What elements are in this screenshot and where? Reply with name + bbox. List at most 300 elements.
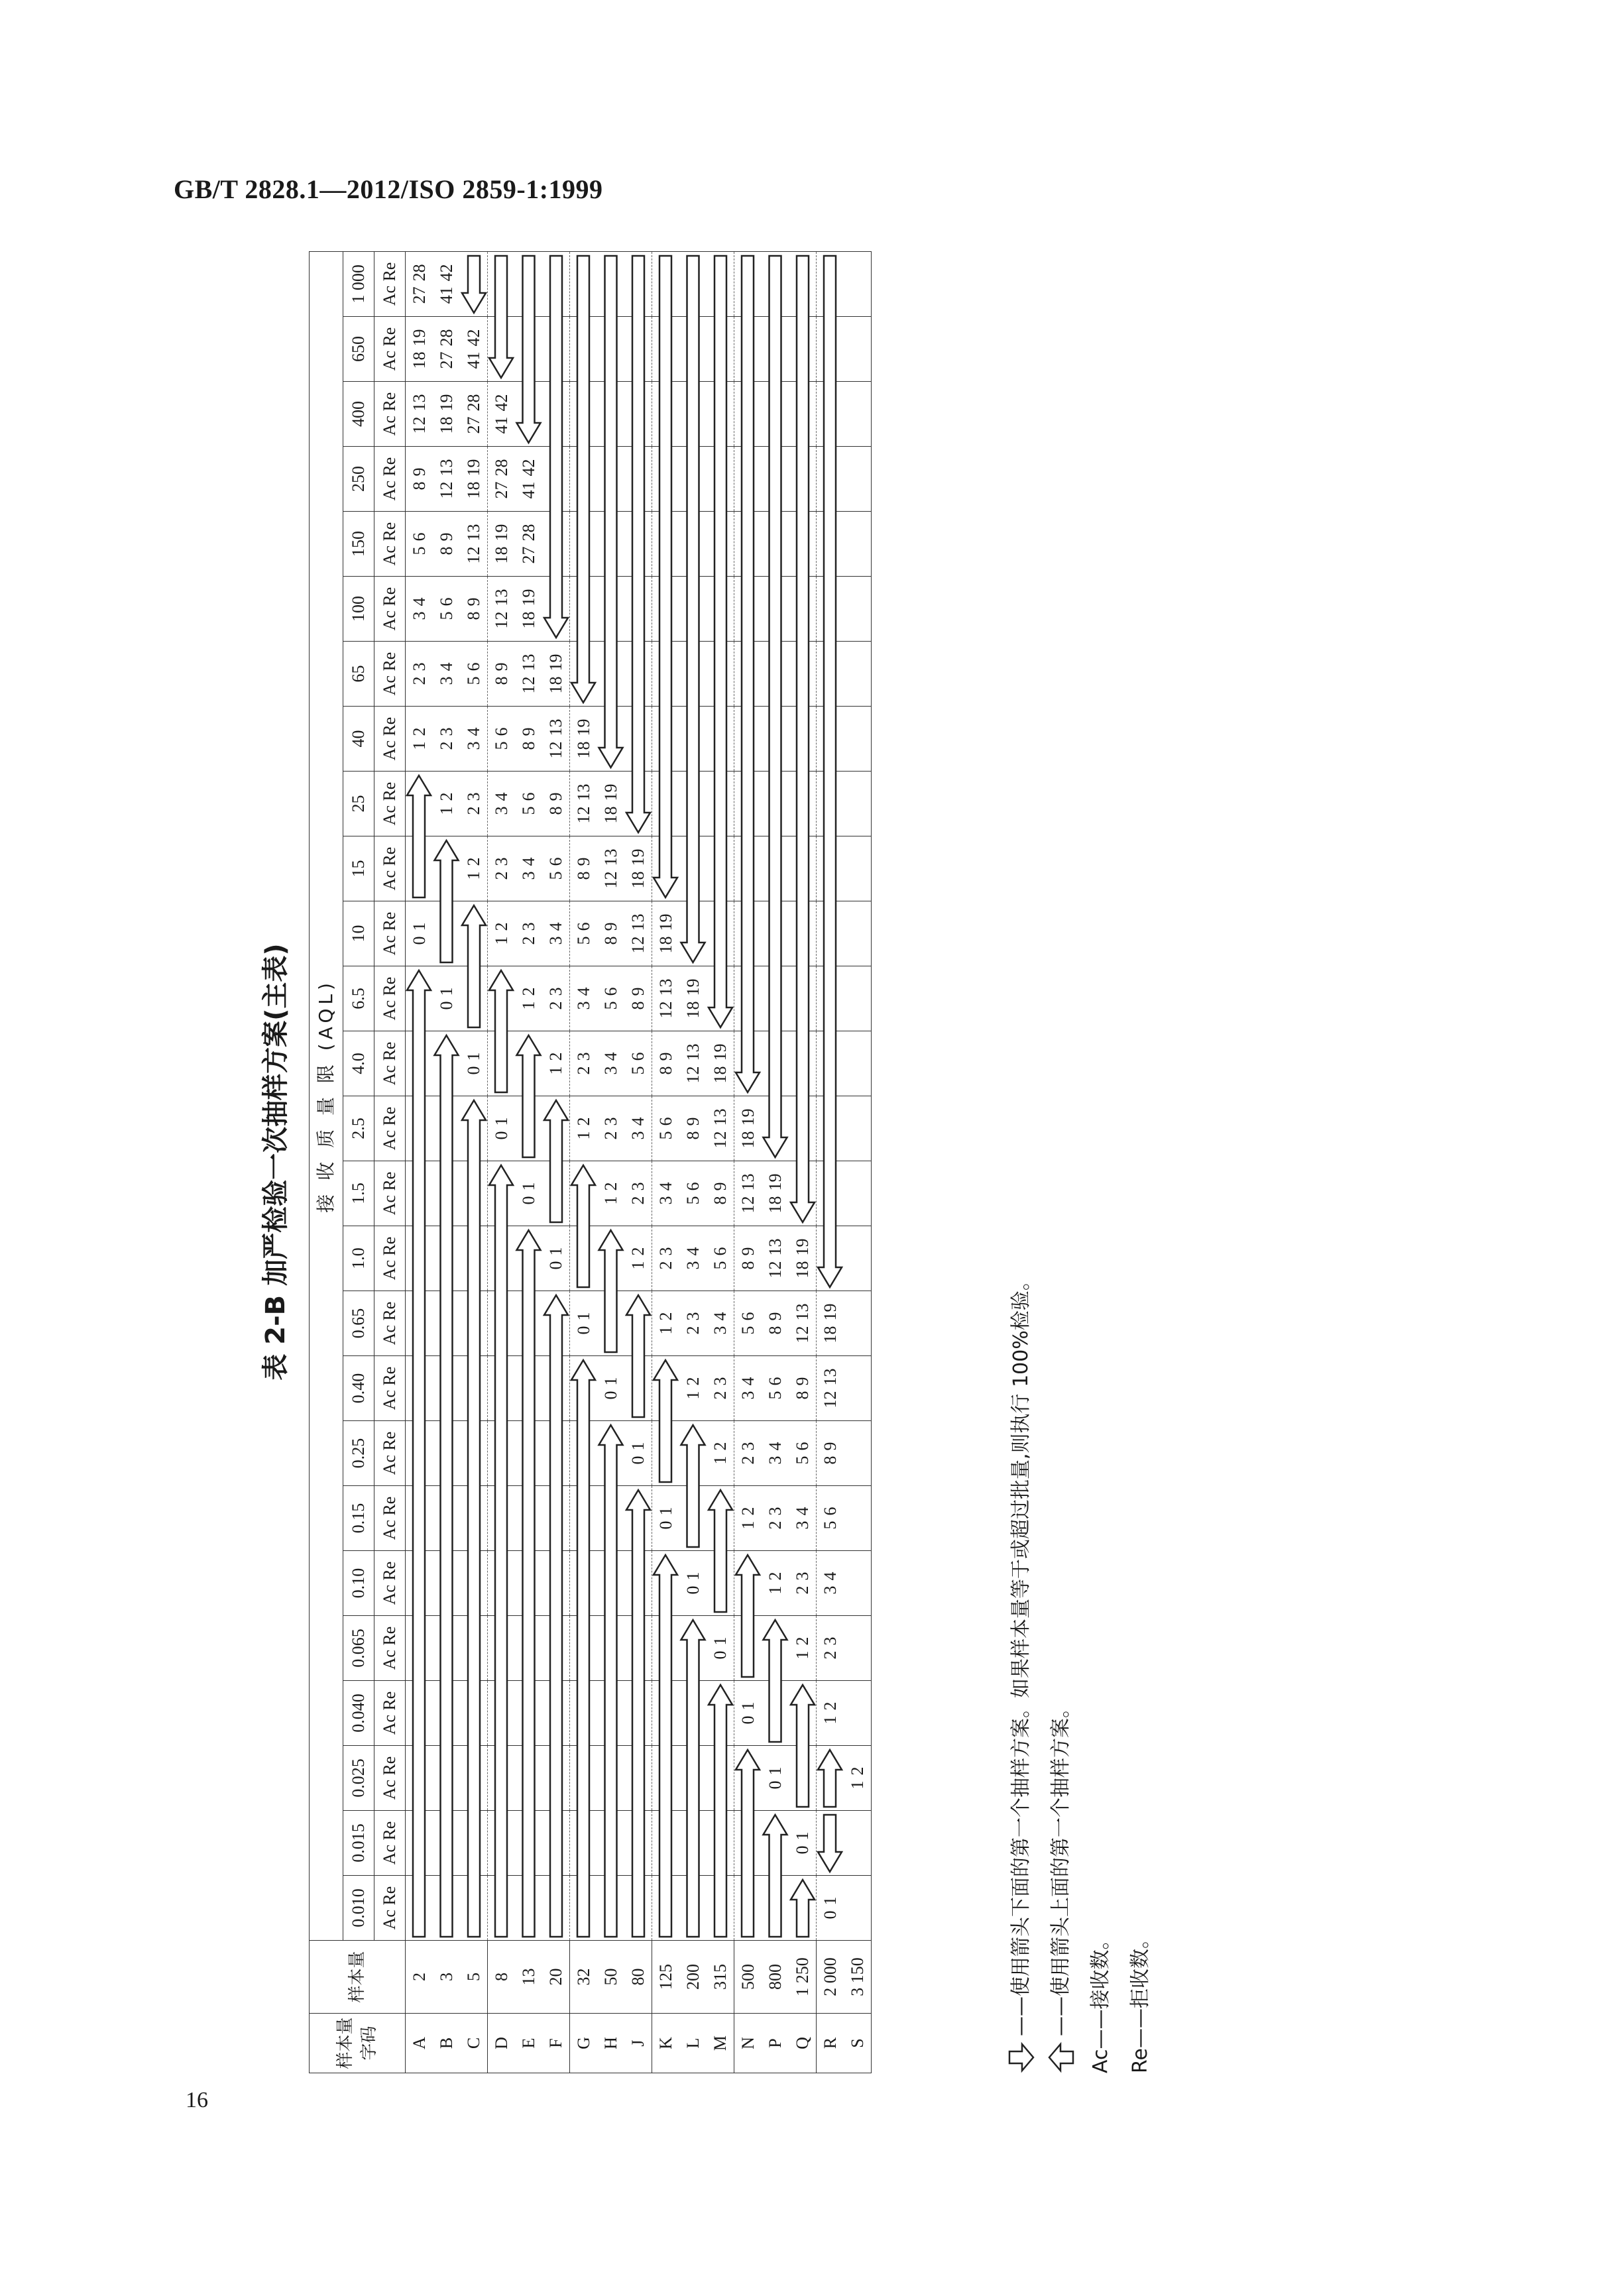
ac-re-cell [542,1226,570,1291]
ac-value: 1 [848,1780,867,1790]
arrow-span-cell [433,1161,460,1226]
re-value: 3 [738,1442,758,1451]
arrow-span-cell [515,1746,542,1811]
arrow-span-cell [762,1876,789,1941]
ac-value: 12 [738,1196,758,1214]
arrow-span-cell [515,1551,542,1616]
arrow-span-cell [597,512,624,577]
ac-value: 0 [656,1521,675,1530]
empty-cell [844,1811,872,1876]
ac-value: 5 [656,1131,675,1140]
aql-level-15: 10 [343,901,374,966]
arrow-span-cell [707,836,734,901]
arrow-span-cell [542,1421,570,1486]
arrow-span-cell [570,1876,598,1941]
arrow-span-cell [597,707,624,772]
arrow-span-cell [488,1421,516,1486]
re-value: 2 [519,987,538,996]
ac-re-cell [488,512,516,577]
arrow-span-cell [460,1746,488,1811]
arrow-span-cell [679,642,707,707]
legend-text: Ac——接收数。 [1089,1929,1112,2073]
arrow-span-cell [734,577,762,642]
down-arrow-icon [1007,2041,1035,2073]
arrow-span-cell [597,1486,624,1551]
arrow-span-cell [515,1226,542,1291]
aql-level-25: 1 000 [343,251,374,316]
arrow-span-cell [679,1811,707,1876]
empty-cell [844,772,872,836]
arrow-span-cell [597,447,624,512]
sample-size-header: 样本量 [310,1941,406,2014]
arrow-span-cell [734,642,762,707]
ac-re-label: Ac Re [374,1746,406,1811]
ac-re-label: Ac Re [374,707,406,772]
ac-re-cell [707,1421,734,1486]
ac-re-cell [734,1161,762,1226]
ac-value: 2 [711,1391,730,1400]
arrow-span-cell [652,1421,680,1486]
re-value: 19 [464,459,483,477]
ac-re-cell [460,577,488,642]
ac-re-cell [488,772,516,836]
ac-value: 2 [546,1001,565,1010]
arrow-span-cell [707,1681,734,1746]
aql-level-9: 0.65 [343,1291,374,1356]
ac-value: 0 [546,1261,565,1270]
ac-re-cell [433,447,460,512]
re-value: 3 [601,1117,620,1126]
arrow-span-cell [570,512,598,577]
ac-value: 0 [738,1715,758,1725]
sample-code-cell: B [433,2014,460,2073]
ac-value: 3 [628,1131,648,1140]
aql-level-14: 6.5 [343,966,374,1031]
ac-value: 12 [711,1131,730,1149]
arrow-span-cell [707,707,734,772]
arrow-span-cell [652,447,680,512]
arrow-span-cell [406,1031,433,1096]
arrow-span-cell [817,642,844,707]
ac-re-cell [707,1616,734,1681]
ac-value: 12 [519,676,538,694]
table-row [570,251,598,2073]
arrow-span-cell [707,1486,734,1551]
ac-re-cell [406,317,433,382]
sample-size-cell: 32 [570,1941,598,2014]
table-row [515,251,542,2073]
aql-level-17: 25 [343,772,374,836]
rotated-table-region [256,231,1180,2073]
re-value: 2 [464,857,483,866]
re-value: 4 [410,597,429,606]
ac-re-cell [406,251,433,316]
ac-value: 0 [601,1391,620,1400]
re-value: 13 [738,1173,758,1191]
arrow-span-cell [817,577,844,642]
ac-value: 18 [519,611,538,629]
sample-size-cell: 3 [433,1941,460,2014]
ac-value: 18 [628,871,648,889]
arrow-span-cell [542,1746,570,1811]
re-value: 9 [711,1182,730,1191]
table-wrapper [309,251,985,2073]
ac-value: 1 [410,741,429,750]
arrow-span-cell [762,1616,789,1681]
arrow-span-cell [762,447,789,512]
ac-re-cell [515,577,542,642]
arrow-span-cell [624,317,652,382]
empty-cell [844,836,872,901]
arrow-span-cell [789,1681,817,1746]
ac-value: 2 [738,1456,758,1465]
arrow-span-cell [707,1746,734,1811]
ac-value: 1 [464,871,483,880]
ac-value: 8 [628,1001,648,1010]
sample-code-cell: D [488,2014,516,2073]
arrow-span-cell [433,1681,460,1746]
aql-level-0: 0.010 [343,1876,374,1941]
arrow-span-cell [542,1161,570,1226]
arrow-span-cell [460,1356,488,1421]
ac-value: 8 [711,1196,730,1205]
arrow-span-cell [597,1421,624,1486]
arrow-span-cell [789,1161,817,1226]
ac-value: 5 [711,1261,730,1270]
aql-level-8: 0.40 [343,1356,374,1421]
ac-re-cell [488,382,516,447]
ac-re-cell [789,1811,817,1876]
empty-cell [844,642,872,707]
arrow-span-cell [789,1031,817,1096]
arrow-span-cell [488,251,516,316]
ac-value: 12 [546,741,565,759]
ac-value: 3 [546,936,565,945]
ac-value: 5 [492,741,511,750]
aql-level-23: 400 [343,382,374,447]
ac-value: 27 [519,546,538,564]
re-value: 4 [628,1117,648,1126]
ac-re-cell [679,1226,707,1291]
ac-re-label: Ac Re [374,577,406,642]
re-value: 1 [766,1766,785,1776]
ac-value: 2 [492,871,511,880]
re-value: 1 [574,1312,593,1321]
ac-re-cell [488,836,516,901]
re-value: 13 [601,848,620,866]
arrow-span-cell [406,1356,433,1421]
arrow-span-cell [734,317,762,382]
arrow-span-cell [817,1226,844,1291]
ac-re-cell [515,447,542,512]
ac-re-cell [570,836,598,901]
re-value: 2 [492,922,511,931]
ac-re-cell [488,577,516,642]
ac-re-cell [570,1031,598,1096]
sample-size-cell: 3 150 [844,1941,872,2014]
arrow-span-cell [488,966,516,1031]
ac-re-label: Ac Re [374,1031,406,1096]
ac-re-cell [707,1096,734,1161]
arrow-span-cell [817,1031,844,1096]
arrow-span-cell [679,1746,707,1811]
arrow-span-cell [597,1616,624,1681]
ac-value: 1 [738,1521,758,1530]
arrow-span-cell [570,1616,598,1681]
arrow-span-cell [570,1486,598,1551]
arrow-span-cell [406,1876,433,1941]
aql-level-21: 150 [343,512,374,577]
sampling-plan-table [309,251,872,2073]
ac-re-cell [597,1096,624,1161]
legend-text: ——使用箭头上面的第一个抽样方案。 [1049,1698,1072,2036]
re-value: 1 [821,1896,840,1906]
arrow-span-cell [542,1616,570,1681]
ac-re-cell [817,1486,844,1551]
empty-cell [844,512,872,577]
empty-cell [844,1031,872,1096]
arrow-span-cell [570,1421,598,1486]
ac-re-cell [460,317,488,382]
re-value: 19 [793,1238,812,1256]
re-value: 13 [492,589,511,606]
re-value: 4 [601,1052,620,1061]
arrow-span-cell [515,317,542,382]
re-value: 1 [492,1117,511,1126]
arrow-span-cell [624,1811,652,1876]
ac-re-cell [488,707,516,772]
arrow-span-cell [570,1746,598,1811]
ac-re-cell [679,1551,707,1616]
ac-value: 1 [656,1326,675,1335]
legend-item [1041,251,1081,2073]
ac-re-cell [679,1291,707,1356]
ac-re-label: Ac Re [374,836,406,901]
arrow-span-cell [789,901,817,966]
re-value: 13 [519,654,538,671]
arrow-span-cell [679,251,707,316]
re-value: 19 [656,913,675,931]
arrow-span-cell [460,1096,488,1161]
arrow-span-cell [406,1421,433,1486]
ac-value: 12 [821,1391,840,1408]
re-value: 4 [683,1247,703,1256]
arrow-span-cell [406,1161,433,1226]
arrow-span-cell [817,382,844,447]
arrow-span-cell [433,901,460,966]
arrow-span-cell [433,1746,460,1811]
ac-value: 1 [683,1391,703,1400]
re-value: 1 [437,987,456,996]
empty-cell [844,447,872,512]
ac-re-cell [652,1161,680,1226]
re-value: 6 [793,1442,812,1451]
arrow-span-cell [679,447,707,512]
ac-value: 18 [601,806,620,824]
re-value: 2 [601,1182,620,1191]
ac-value: 27 [410,286,429,304]
ac-re-label: Ac Re [374,1616,406,1681]
ac-value: 3 [519,871,538,880]
ac-re-cell [406,512,433,577]
re-value: 1 [628,1442,648,1451]
ac-re-cell [515,772,542,836]
ac-re-cell [433,382,460,447]
arrow-span-cell [789,447,817,512]
ac-value: 0 [821,1910,840,1920]
ac-value: 18 [793,1261,812,1279]
table-row [789,251,817,2073]
sample-size-cell: 500 [734,1941,762,2014]
legend-text: ——使用箭头下面的第一个抽样方案。如果样本量等于或超过批量,则执行 100%检验。 [1009,1271,1033,2036]
arrow-span-cell [762,772,789,836]
ac-value: 8 [766,1326,785,1335]
arrow-span-cell [542,577,570,642]
ac-value: 3 [464,741,483,750]
arrow-span-cell [624,512,652,577]
re-value: 13 [656,978,675,996]
arrow-span-cell [624,1876,652,1941]
legend-item [1081,251,1121,2073]
empty-cell [844,1876,872,1941]
re-value: 3 [793,1572,812,1581]
arrow-span-cell [515,1421,542,1486]
empty-cell [844,1551,872,1616]
arrow-span-cell [542,1356,570,1421]
ac-re-row [374,251,406,2073]
ac-re-cell [789,1421,817,1486]
ac-re-cell [570,772,598,836]
aql-level-5: 0.10 [343,1551,374,1616]
re-value: 2 [628,1247,648,1256]
ac-re-label: Ac Re [374,1096,406,1161]
ac-re-cell [433,251,460,316]
sample-size-cell: 2 000 [817,1941,844,2014]
ac-re-cell [762,1356,789,1421]
ac-re-cell [652,1486,680,1551]
ac-value: 12 [628,936,648,954]
ac-re-cell [707,1291,734,1356]
arrow-span-cell [652,772,680,836]
ac-value: 41 [519,481,538,499]
arrow-span-cell [679,1876,707,1941]
arrow-span-cell [679,317,707,382]
re-value: 4 [793,1507,812,1516]
re-value: 19 [738,1108,758,1126]
re-value: 19 [574,718,593,736]
ac-re-cell [542,836,570,901]
ac-re-cell [679,1031,707,1096]
ac-re-cell [624,1096,652,1161]
arrow-span-cell [488,1356,516,1421]
re-value: 9 [766,1312,785,1321]
arrow-span-cell [762,707,789,772]
arrow-span-cell [406,1226,433,1291]
ac-re-cell [460,836,488,901]
ac-value: 1 [601,1196,620,1205]
ac-re-cell [734,1421,762,1486]
re-value: 2 [766,1572,785,1581]
sample-size-cell: 200 [679,1941,707,2014]
re-value: 6 [821,1507,840,1516]
arrow-span-cell [679,577,707,642]
arrow-span-cell [460,1616,488,1681]
re-value: 4 [821,1572,840,1581]
re-value: 28 [464,394,483,412]
arrow-span-cell [652,1681,680,1746]
re-value: 4 [464,727,483,736]
ac-value: 5 [519,806,538,815]
arrow-span-cell [515,1616,542,1681]
ac-value: 1 [711,1456,730,1465]
ac-value: 27 [437,351,456,369]
arrow-span-cell [570,1161,598,1226]
ac-value: 1 [519,1001,538,1010]
re-value: 1 [711,1636,730,1646]
ac-re-cell [817,1681,844,1746]
ac-re-label: Ac Re [374,251,406,316]
ac-re-cell [762,1421,789,1486]
ac-value: 3 [574,1001,593,1010]
re-value: 9 [546,792,565,801]
arrow-span-cell [406,1096,433,1161]
arrow-span-cell [734,1746,762,1811]
ac-value: 5 [683,1196,703,1205]
re-value: 42 [519,459,538,477]
arrow-span-cell [597,642,624,707]
arrow-span-cell [652,1876,680,1941]
arrow-span-cell [789,1096,817,1161]
ac-re-cell [817,1616,844,1681]
ac-re-cell [789,1616,817,1681]
ac-re-cell [406,382,433,447]
aql-level-11: 1.5 [343,1161,374,1226]
aql-level-12: 2.5 [343,1096,374,1161]
re-value: 9 [410,467,429,477]
empty-cell [844,1616,872,1681]
arrow-span-cell [734,707,762,772]
aql-level-1: 0.015 [343,1811,374,1876]
re-value: 3 [628,1182,648,1191]
arrow-span-cell [460,1226,488,1291]
ac-re-cell [624,1031,652,1096]
ac-value: 3 [821,1585,840,1595]
arrow-span-cell [679,901,707,966]
arrow-span-cell [707,447,734,512]
ac-value: 1 [574,1131,593,1140]
ac-value: 18 [683,1001,703,1019]
ac-value: 18 [656,936,675,954]
re-value: 1 [410,922,429,931]
arrow-span-cell [433,1096,460,1161]
arrow-span-cell [679,382,707,447]
arrow-span-cell [734,901,762,966]
ac-re-label: Ac Re [374,1551,406,1616]
arrow-span-cell [789,512,817,577]
re-value: 6 [711,1247,730,1256]
arrow-span-cell [707,966,734,1031]
arrow-span-cell [817,1746,844,1811]
ac-value: 18 [766,1196,785,1214]
aql-level-7: 0.25 [343,1421,374,1486]
arrow-span-cell [597,251,624,316]
arrow-span-cell [762,836,789,901]
arrow-span-cell [624,1551,652,1616]
sample-code-cell: R [817,2014,844,2073]
ac-value: 12 [683,1066,703,1084]
ac-re-cell [652,1096,680,1161]
ac-re-cell [624,966,652,1031]
